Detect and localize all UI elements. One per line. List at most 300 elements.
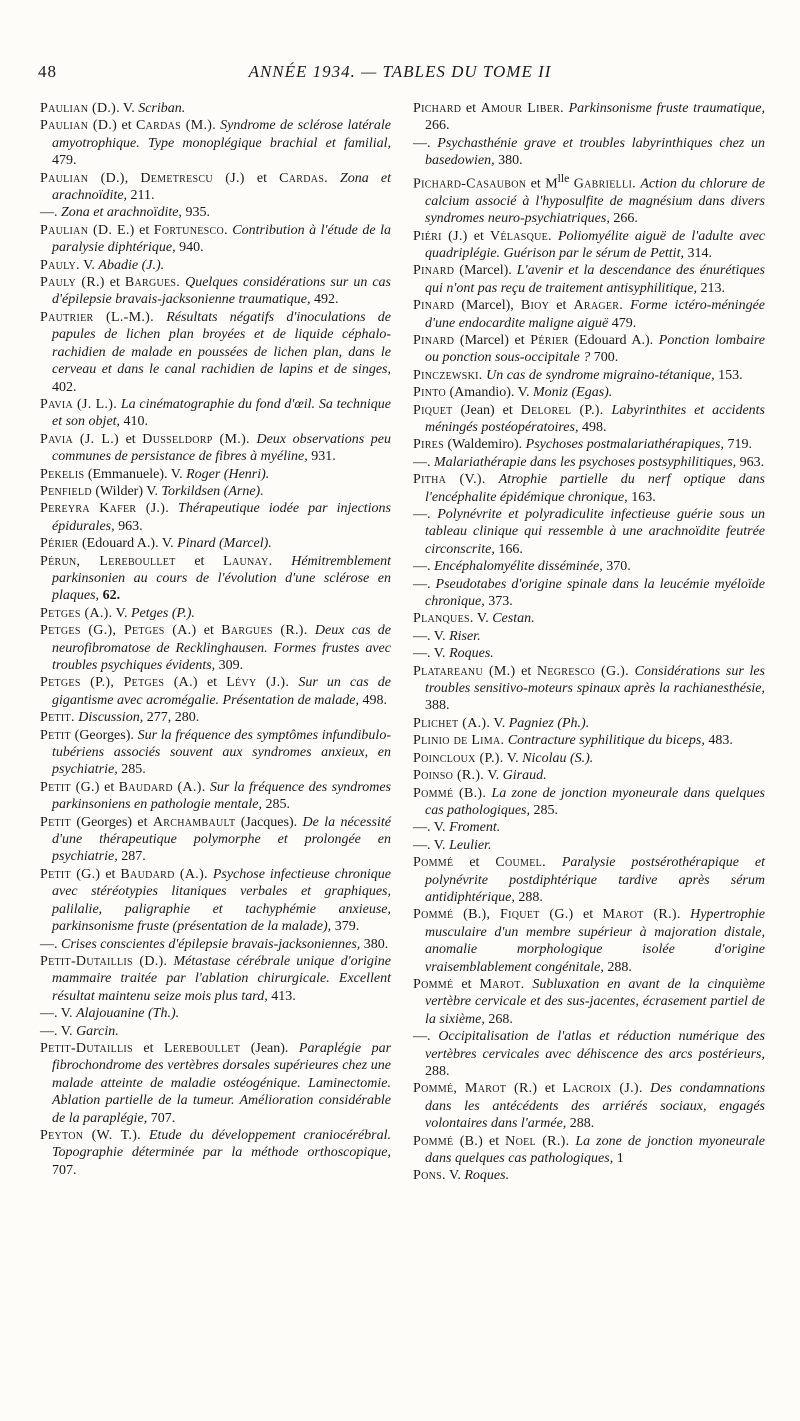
article-title: Un cas de syndrome migraino-tétanique, (486, 367, 715, 383)
entry-text: —. V. (413, 628, 450, 644)
index-entry (413, 576, 765, 611)
entry-text: 402. (52, 379, 77, 395)
author-name: Pérun, Lereboullet (40, 553, 176, 569)
author-name: Cardas. (279, 170, 328, 186)
author-name: Bargues (R.). (221, 623, 308, 639)
article-title: Zona et arachnoïdite, (52, 170, 391, 204)
index-entry (40, 1040, 391, 1127)
author-name: Piquet (413, 402, 453, 418)
entry-text: 288. (514, 889, 543, 905)
entry-text: 166. (494, 541, 523, 557)
author-name: Petges (P.), Petges (A.) (40, 675, 198, 691)
author-name: Poinso (R.). (413, 768, 485, 784)
entry-text: 314. (683, 245, 712, 261)
entry-text (328, 171, 340, 186)
article-title: Moniz (Egas). (532, 385, 613, 401)
author-name: Peyton (W. T.). (40, 1127, 141, 1143)
entry-text: 380. (360, 936, 389, 952)
article-title: Roger (Henri). (186, 466, 270, 482)
entry-text: 268. (484, 1011, 513, 1027)
index-entry (413, 785, 765, 820)
article-title: Contracture syphilitique du biceps, (507, 733, 705, 749)
article-title: Roques. (449, 646, 494, 662)
article-title: Sur la fréquence des symptômes infundibulo-tubériens associés souvent aux syndromes anxieux, en psychiatrie, (52, 727, 391, 778)
article-title: Subluxation en avant de la cinquième vertèbre cervicale et des sus-jacentes, écrasement partiel de la sixième, (425, 976, 766, 1027)
article-title: Parkinsonisme fruste traumatique, (568, 101, 766, 116)
entry-text (272, 554, 291, 569)
index-entry (40, 553, 391, 605)
article-title: Métastase cérébrale unique d'origine mammaire traitée par l'ablation chirurgicale. Excellent résultat maintenu seize mois plus tard, (52, 953, 392, 1004)
entry-text: et (483, 1133, 506, 1149)
author-name: Pautrier (L.-M.). (40, 309, 154, 325)
index-entry (40, 779, 391, 814)
entry-text: 707. (147, 1110, 176, 1126)
entry-text: lle (557, 171, 570, 185)
author-name: Lereboullet (163, 1040, 241, 1056)
author-name: Petit (40, 814, 71, 830)
entry-text: (Marcel), (454, 298, 521, 314)
index-entry (413, 976, 765, 1028)
index-entry (40, 727, 391, 779)
author-name: Petit-Dutaillis (D.). (40, 953, 168, 969)
article-title: Ponction lombaire ou ponction sous-occipitale ? (425, 332, 766, 366)
index-entry (413, 906, 765, 976)
article-title: Labyrinthites et accidents méningés postéopératoires, (425, 402, 765, 435)
article-title: Torkildsen (Arne). (161, 483, 264, 499)
author-name: Pommé (B.) (413, 1133, 484, 1149)
article-title: Action du chlorure de calcium associé à l'hyposulfite de magnésium dans divers syndromes neuro-psychiatriques, (425, 176, 766, 227)
entry-text: 410. (120, 414, 149, 430)
article-title: Polynévrite et polyradiculite infectieuse guérie sous un tableau clinique qui ressemble à une arachnoïdite feutrée circonscrite, (425, 507, 765, 557)
entry-text: 479. (608, 315, 637, 331)
author-name: Planques. (413, 611, 474, 627)
article-title: Froment. (449, 820, 501, 836)
index-entry (413, 750, 765, 767)
author-name: Petit-Dutaillis (40, 1040, 133, 1056)
index-entry (40, 535, 391, 552)
index-entry (413, 100, 765, 135)
entry-text: V. (473, 611, 493, 627)
index-entry (413, 170, 765, 228)
author-name: Petit. (40, 710, 75, 726)
article-title: Hypertrophie musculaire d'un membre supérieur à majoration distale, anomalie morphologique isolée d'origine vraisemblablement congénitale, (425, 907, 766, 975)
article-title: Petges (P.). (131, 605, 195, 621)
index-column-left (40, 100, 391, 1179)
entry-text: 700. (590, 350, 619, 366)
entry-text: et (515, 663, 537, 679)
index-entry (40, 431, 391, 466)
entry-text: 940. (175, 240, 204, 256)
article-title: Poliomyélite aiguë de l'adulte avec quadriplégie. Guérison par le sérum de Pettit, (425, 228, 766, 261)
index-entry (40, 396, 391, 431)
entry-text: —. (413, 135, 438, 151)
author-name: Bioy (520, 298, 550, 314)
entry-text: —. (413, 507, 438, 522)
author-name: Pinto (413, 385, 446, 401)
entry-text: et (537, 1081, 563, 1097)
entry-text: et (244, 170, 280, 186)
entry-text: 492. (310, 292, 339, 308)
index-entry (413, 715, 765, 732)
author-name: Pichard-Casaubon (413, 176, 527, 192)
entry-text: et (549, 298, 574, 314)
entry-text: —. (40, 936, 61, 952)
index-entry (40, 1005, 391, 1022)
running-title: ANNÉE 1934. — TABLES DU TOME II (248, 62, 552, 81)
article-title: Etude du développement craniocérébral. Topographie déterminée par la méthode orthoscopique, (52, 1127, 391, 1161)
entry-text: (Jacques). (235, 814, 303, 830)
entry-text: 266. (425, 118, 450, 134)
article-title: Sur la fréquence des syndromes parkinsoniens en pathologie mentale, (52, 779, 391, 813)
index-entry (40, 1023, 391, 1040)
article-title: La zone de jonction myoneurale dans quelques cas pathologiques, (425, 785, 766, 818)
index-column-right (413, 100, 765, 1185)
index-entry (40, 936, 391, 953)
index-entry (40, 709, 391, 726)
author-name: Amour Liber. (480, 101, 564, 116)
index-entry (413, 402, 765, 437)
author-name: Penfield (40, 483, 92, 499)
entry-text: 153. (714, 367, 743, 383)
author-name: Coumel. (495, 855, 546, 871)
author-name: Pommé (413, 855, 454, 871)
index-entry (413, 610, 765, 627)
index-entry (413, 645, 765, 662)
author-name: Pires (413, 437, 444, 453)
index-entry (413, 1080, 765, 1132)
article-title: Psychoses postmalariathérapiques, (525, 437, 724, 453)
index-entry (40, 170, 391, 205)
author-name: Pekelis (40, 466, 85, 482)
entry-text: et (461, 101, 481, 116)
index-entry (413, 332, 765, 367)
entry-text: 62. (102, 588, 121, 604)
entry-text: 287. (117, 849, 146, 865)
author-name: Pommé, Marot (R.) (413, 1081, 538, 1097)
index-entry (413, 1133, 765, 1168)
author-name: Pavia (J. L.) (40, 431, 119, 447)
entry-text: V. (79, 257, 99, 273)
index-entry (40, 622, 391, 674)
entry-text: V. (112, 605, 131, 621)
index-entry (413, 297, 765, 332)
article-title: Riser. (449, 628, 481, 644)
entry-text: 277, 280. (143, 710, 200, 726)
entry-text: 1 (613, 1151, 624, 1167)
article-title: Thérapeutique iodée par injections épidurales, (52, 501, 392, 534)
article-title: La cinématographie du fond d'œil. Sa technique et son objet, (52, 396, 391, 430)
index-entry (413, 837, 765, 854)
article-title: Psychose infectieuse chronique avec stéréotypies litaniques verbales et graphiques, palilalie, paligraphie et tachyphémie anxieuse, parkinsonisme fruste (présentation de la malade), (52, 866, 391, 935)
entry-text (308, 623, 315, 638)
author-name: Petit (G.) (40, 779, 100, 795)
entry-text: 163. (627, 489, 656, 505)
index-entry (413, 506, 765, 558)
author-name: Pons. (413, 1168, 446, 1184)
article-title: Pagniez (Ph.). (508, 715, 590, 731)
article-title: Leulier. (449, 837, 492, 853)
entry-text: (Waldemiro). (443, 437, 526, 453)
article-title: Paralysie postsérothérapique et polynévrite postdiphtérique tardive après sérum antidiphtérique, (425, 855, 766, 905)
entry-text: et (573, 907, 603, 923)
author-name: Pitha (V.). (413, 472, 486, 488)
entry-text: V. (484, 768, 503, 784)
article-title: La zone de jonction myoneurale dans quelques cas pathologiques, (425, 1133, 766, 1167)
article-title: Pinard (Marcel). (177, 536, 272, 552)
entry-text: (Jean) et (452, 402, 521, 418)
index-entry (413, 663, 765, 715)
author-name: Lacroix (J.). (562, 1081, 643, 1097)
article-title: Considérations sur les troubles sensitivo-moteurs spinaux après la rachianesthésie, (425, 663, 766, 697)
author-name: Pauly. (40, 257, 80, 273)
entry-text: 379. (331, 919, 360, 935)
author-name: Baudard (A.). (118, 779, 206, 795)
author-name: Demetrescu (J.) (140, 170, 245, 186)
index-entry (413, 454, 765, 471)
entry-text: et (467, 228, 490, 244)
author-name: Noel (R.). (505, 1133, 570, 1149)
article-title: Discussion, (78, 710, 144, 726)
author-name: Dusseldorp (M.). (142, 431, 250, 447)
entry-text: —. (40, 205, 61, 221)
author-name: Plinio de Lima. (413, 733, 505, 749)
article-title: De la nécessité d'une thérapeutique polymorphe et prolongée en psychiatrie, (52, 814, 391, 865)
entry-text (289, 675, 298, 690)
index-entry (40, 204, 391, 221)
index-entry (413, 1167, 765, 1184)
entry-text: et (99, 779, 119, 795)
article-title: Occipitalisation de l'atlas et réduction numérique des vertèbres cervicales avec déhiscence des arcs postérieurs, (425, 1029, 765, 1062)
entry-text: 370. (602, 559, 631, 575)
author-name: Petges (A.). (40, 605, 113, 621)
entry-text (681, 907, 690, 922)
entry-text: 479. (52, 153, 77, 169)
article-title: Syndrome de sclérose latérale amyotrophique. Type monoplégique brachial et familial, (52, 118, 391, 151)
entry-text (546, 855, 562, 870)
entry-text: —. (413, 576, 436, 592)
entry-text: (Wilder) V. (91, 483, 162, 499)
entry-text: 498. (578, 419, 607, 435)
entry-text: 931. (307, 449, 336, 465)
author-name: Cardas (M.) (136, 118, 213, 134)
index-entry (40, 500, 391, 535)
index-entry (40, 257, 391, 274)
entry-text (169, 501, 178, 516)
entry-text: —. (413, 559, 434, 575)
author-name: Périer (530, 332, 569, 348)
index-entry (413, 767, 765, 784)
article-title: Atrophie partielle du nerf optique dans l'encéphalite épidémique chronique, (425, 472, 765, 505)
entry-text: 963. (736, 454, 765, 470)
entry-text: . V. (116, 101, 139, 116)
index-entry (413, 819, 765, 836)
entry-text: —. V. (40, 1006, 77, 1022)
article-title: Alajouanine (Th.). (76, 1006, 180, 1022)
entry-text: (Amandio). V. (446, 385, 533, 401)
entry-text: —. (413, 454, 434, 470)
author-name: Paulian (D.) (40, 101, 117, 116)
author-name: Arager. (573, 298, 624, 314)
index-entry (413, 854, 765, 906)
entry-text: V. (445, 1168, 465, 1184)
author-name: Périer (40, 536, 79, 552)
index-entry (40, 814, 391, 866)
entry-text: 288. (566, 1116, 595, 1132)
author-name: Bargues. (124, 275, 181, 291)
author-name: Petit (G.) (40, 866, 101, 882)
entry-text: 211. (127, 188, 155, 204)
index-entry (40, 466, 391, 483)
index-entry (40, 483, 391, 500)
author-name: Pinard (413, 298, 455, 314)
entry-text: et (453, 855, 496, 871)
article-title: Malariathérapie dans les psychoses postsyphilitiques, (434, 454, 737, 470)
article-title: Encéphalomyélite disséminée, (434, 559, 603, 575)
author-name: Gabrielli. (573, 176, 636, 192)
entry-text: 288. (603, 959, 632, 975)
article-title: Scriban. (138, 101, 186, 116)
article-title: Nicolau (S.). (522, 750, 594, 766)
entry-text (486, 472, 499, 487)
index-entry (40, 309, 391, 396)
author-name: Pommé (B.), Fiquet (G.) (413, 907, 574, 923)
author-name: Pereyra Kafer (J.). (40, 501, 169, 517)
article-title: Zona et arachnoïdite, (61, 205, 182, 221)
author-name: Pichard (413, 101, 462, 116)
article-title: Paraplégie par fibrochondrome des vertèbres dorsales supérieures chez une malade atteinte de maladie ostéogénique. Laminectomie. Ablation partielle de la tumeur. Amélioration considérable de la paraplégie, (52, 1040, 392, 1126)
entry-text: (Georges) et (70, 814, 153, 830)
author-name: Paulian (D. E.) (40, 222, 135, 238)
author-name: Platareanu (M.) (413, 663, 516, 679)
entry-text: 285. (117, 762, 146, 778)
entry-text: —. V. (40, 1023, 77, 1039)
article-title: Sur un cas de gigantisme avec acromégalie. Présentation de malade, (52, 675, 391, 708)
entry-text: (Marcel) et (454, 332, 531, 348)
entry-text: 498. (359, 692, 388, 708)
entry-text: , (124, 170, 141, 186)
entry-text: et (175, 553, 224, 569)
article-title: Abadie (J.). (98, 257, 165, 273)
article-title: Deux observations peu communes de persistance de fibres à myéline, (52, 431, 392, 465)
page-number: 48 (38, 62, 57, 81)
article-title: L'avenir et la descendance des énurétiques qui n'ont pas reçu de traitement antisyphilitique, (425, 263, 765, 296)
author-name: Petit (40, 727, 71, 743)
entry-text: 483. (704, 733, 733, 749)
article-title: Quelques considérations sur un cas d'épilepsie bravais-jacksonienne traumatique, (52, 275, 391, 308)
entry-text: 285. (261, 797, 290, 813)
entry-text: 935. (181, 205, 210, 221)
entry-text: et (453, 976, 480, 992)
index-entry (40, 866, 391, 936)
index-entry (413, 1028, 765, 1080)
author-name: Pinard (413, 263, 455, 279)
entry-text: 285. (530, 802, 558, 818)
entry-text: (Edouard A.). (568, 332, 659, 348)
index-entry (40, 953, 391, 1005)
entry-text: et (100, 866, 121, 882)
article-title: Cestan. (492, 611, 535, 627)
author-name: Pommé (B.). (413, 785, 487, 801)
article-title: Roques. (464, 1168, 510, 1184)
article-title: Deux cas de neurofibromatose de Recklinghausen. Formes frustes avec troubles psychiques évidents, (52, 623, 392, 673)
index-entry (413, 471, 765, 506)
index-entry (40, 274, 391, 309)
entry-text: —. V. (413, 837, 450, 853)
entry-text: V. (490, 715, 509, 731)
index-entry (40, 1127, 391, 1179)
index-entry (413, 558, 765, 575)
entry-text: 719. (723, 437, 752, 453)
article-title: Garcin. (76, 1023, 119, 1039)
author-name: Paulian (D.) (40, 170, 125, 186)
entry-text: 388. (425, 698, 450, 714)
author-name: Vélasque. (489, 228, 552, 244)
entry-text: . (212, 118, 221, 134)
author-name: Fortunesco. (153, 222, 228, 238)
article-title: Pseudotabes d'origine spinale dans la leucémie myéloïde chronique, (425, 576, 766, 610)
entry-text: —. V. (413, 646, 450, 662)
index-entry (413, 628, 765, 645)
article-title: Hémitremblement parkinsonien au cours de l'évolution d'une sclérose en plaques, (52, 553, 391, 604)
index-entry (413, 732, 765, 749)
article-title: Des condamnations dans les antécédents des arriérés sociaux, engagés volontaires dans l'armée, (425, 1081, 766, 1132)
author-name: Pommé (413, 976, 454, 992)
author-name: Paulian (D.) (40, 118, 118, 134)
author-name: Baudard (A.). (120, 866, 208, 882)
index-entry (40, 605, 391, 622)
article-title: Psychasthénie grave et troubles labyrinthiques chez un basedowien, (425, 135, 765, 169)
index-entry (413, 367, 765, 384)
author-name: Petges (G.), Petges (A.) (40, 623, 197, 639)
article-title: Résultats négatifs d'inoculations de papules de lichen plan broyées et de liquide céphalo-rachidien de malade en poussées de lichen plan, dans le cerveau et dans le canal rachidien de lapins et de singes, (52, 309, 392, 378)
article-title: Contribution à l'étude de la paralysie diphtérique, (52, 222, 392, 256)
entry-text: 309. (215, 658, 244, 673)
index-entry (413, 436, 765, 453)
index-entry (413, 228, 765, 263)
entry-text: et (104, 275, 125, 291)
author-name: Plichet (A.). (413, 715, 491, 731)
entry-text: —. V. (413, 820, 450, 836)
author-name: Negresco (G.). (536, 663, 629, 679)
entry-text: (Marcel). (454, 263, 517, 279)
author-name: Pavia (J. L.). (40, 396, 118, 412)
entry-text: et (117, 118, 136, 134)
entry-text: V. (503, 750, 523, 766)
article-title: Giraud. (502, 768, 547, 784)
entry-text: 963. (114, 518, 143, 534)
entry-text: (Emmanuele). V. (84, 466, 187, 482)
author-name: Marot. (479, 976, 525, 992)
entry-text (154, 310, 166, 325)
index-entry (413, 262, 765, 297)
author-name: Piéri (J.) (413, 228, 468, 244)
article-title: Forme ictéro-méningée d'une endocardite maligne aiguë (425, 298, 765, 331)
author-name: Pinard (413, 332, 455, 348)
entry-text: (Georges). (70, 727, 138, 743)
entry-text: (Jean). (240, 1040, 299, 1056)
author-name: Pauly (R.) (40, 275, 105, 291)
article-title: Crises conscientes d'épilepsie bravais-jacksoniennes, (61, 936, 361, 952)
entry-text: 288. (425, 1064, 450, 1079)
entry-text: 413. (267, 988, 296, 1004)
author-name: Poincloux (P.). (413, 750, 504, 766)
index-entry (40, 117, 391, 169)
author-name: Lévy (J.). (226, 675, 290, 691)
author-name: Pinczewski. (413, 367, 483, 383)
entry-text: et (197, 675, 227, 691)
entry-text: 373. (484, 594, 513, 610)
entry-text: —. (413, 1029, 439, 1045)
